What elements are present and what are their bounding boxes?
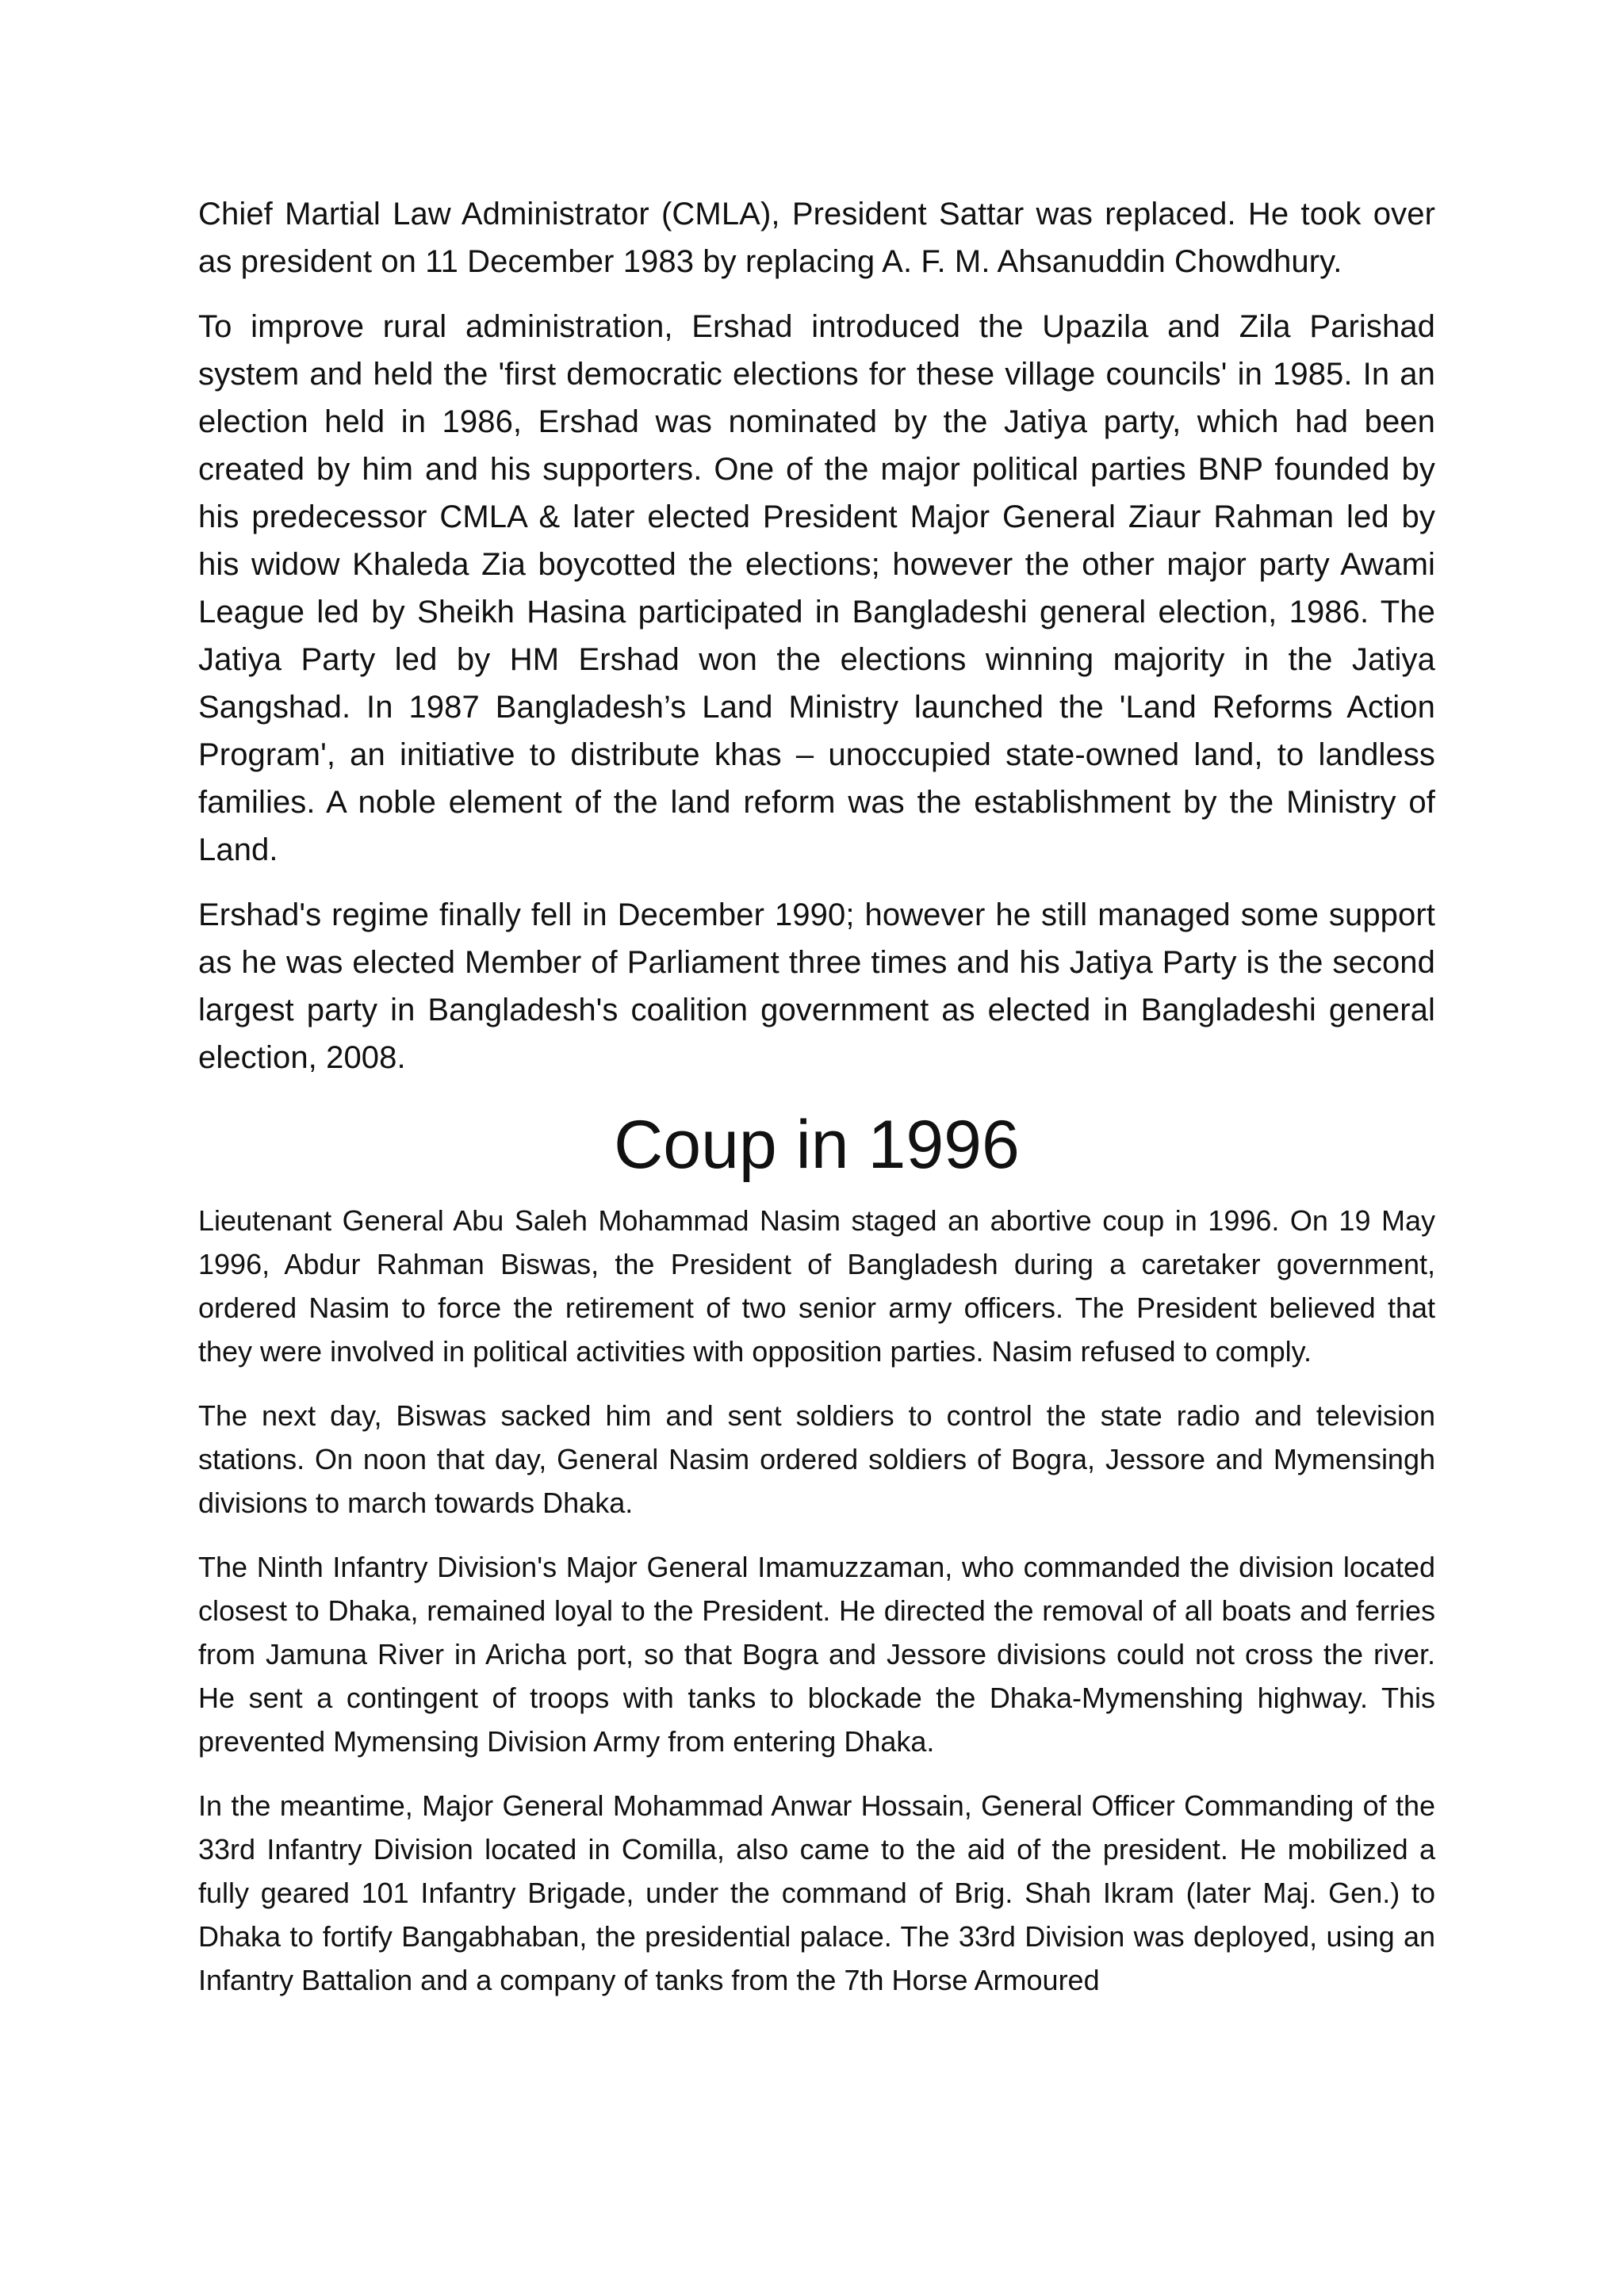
paragraph: Lieutenant General Abu Saleh Mohammad Nasim staged an abortive coup in 1996. On 19 May 1996, Abdur Rahman Biswas, the President of Bangladesh during a caretaker government, ordered Nasim to force the retirement of two senior army officers. The President believed that they were involved in political activities with opposition parties. Nasim refused to comply. [198, 1204, 1435, 1368]
section-heading: Coup in 1996 [614, 1107, 1020, 1183]
paragraph: Chief Martial Law Administrator (CMLA), President Sattar was replaced. He took over as president on 11 December 1983 by replacing A. F. M. Ahsanuddin Chowdhury. [198, 197, 1435, 279]
section-ershad [198, 190, 1435, 1081]
page-content [198, 190, 1435, 2022]
section-coup-1996 [198, 1199, 1435, 2002]
paragraph: The next day, Biswas sacked him and sent soldiers to control the state radio and television stations. On noon that day, General Nasim ordered soldiers of Bogra, Jessore and Mymensingh divisions to march towards Dhaka. [198, 1399, 1435, 1519]
paragraph: The Ninth Infantry Division's Major General Imamuzzaman, who commanded the division located closest to Dhaka, remained loyal to the President. He directed the removal of all boats and ferries from Jamuna River in Aricha port, so that Bogra and Jessore divisions could not cross the river. He sent a contingent of troops with tanks to blockade the Dhaka-Mymenshing highway. This prevented Mymensing Division Army from entering Dhaka. [198, 1551, 1435, 1758]
paragraph: To improve rural administration, Ershad introduced the Upazila and Zila Parishad system and held the 'first democratic elections for these village councils' in 1985. In an election held in 1986, Ershad was nominated by the Jatiya party, which had been created by him and his supporters. One of the major political parties BNP founded by his predecessor CMLA & later elected President Major General Ziaur Rahman led by his widow Khaleda Zia boycotted the elections; however the other major party Awami League led by Sheikh Hasina participated in Bangladeshi general election, 1986. The Jatiya Party led by HM Ershad won the elections winning majority in the Jatiya Sangshad. In 1987 Bangladesh’s Land Ministry launched the 'Land Reforms Action Program', an initiative to distribute khas – unoccupied state-owned land, to landless families. A noble element of the land reform was the establishment by the Ministry of Land. [198, 309, 1435, 867]
paragraph: In the meantime, Major General Mohammad Anwar Hossain, General Officer Commanding of the 33rd Infantry Division located in Comilla, also came to the aid of the president. He mobilized a fully geared 101 Infantry Brigade, under the command of Brig. Shah Ikram (later Maj. Gen.) to Dhaka to fortify Bangabhaban, the presidential palace. The 33rd Division was deployed, using an Infantry Battalion and a company of tanks from the 7th Horse Armoured [198, 1789, 1435, 1996]
paragraph: Ershad's regime finally fell in December 1990; however he still managed some support as he was elected Member of Parliament three times and his Jatiya Party is the second largest party in Bangladesh's coalition government as elected in Bangladeshi general election, 2008. [198, 897, 1435, 1075]
